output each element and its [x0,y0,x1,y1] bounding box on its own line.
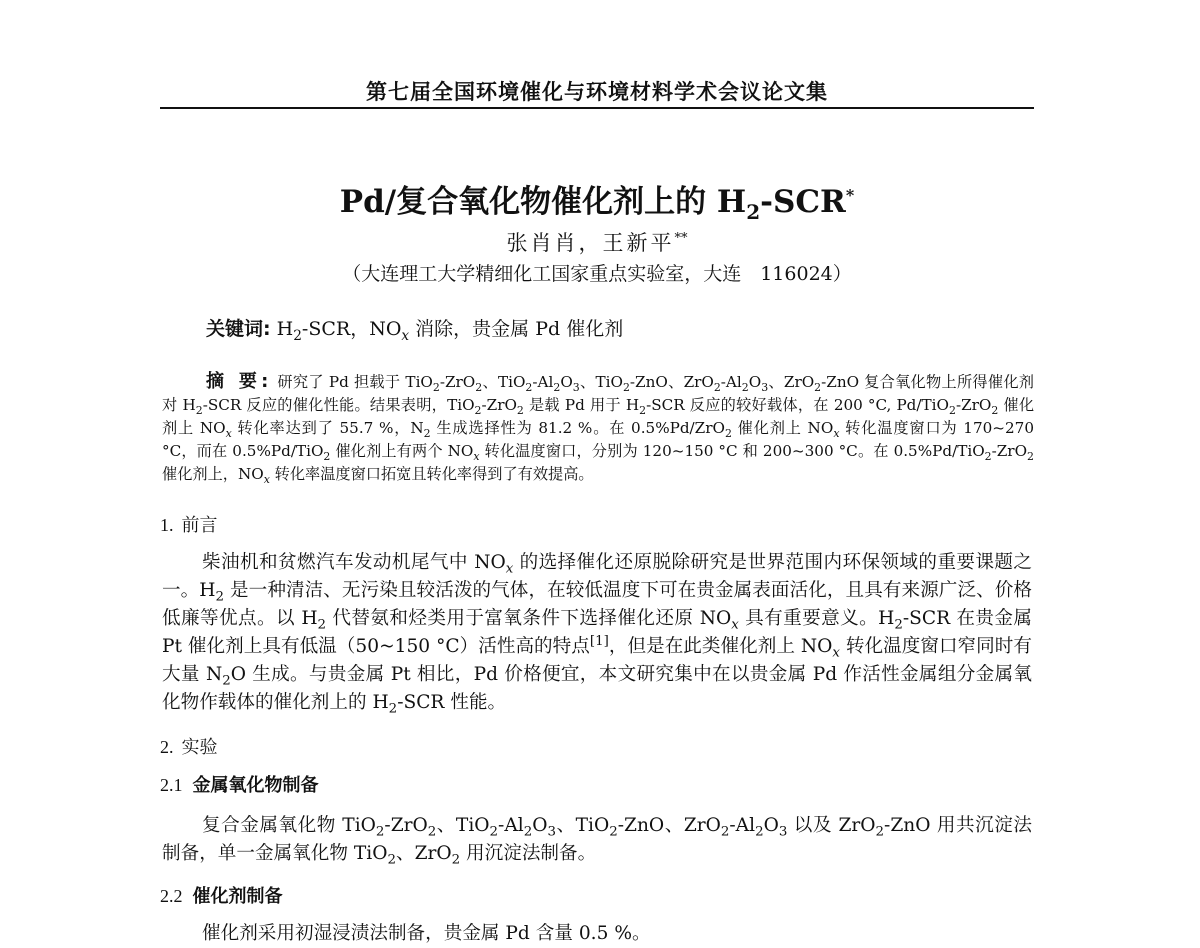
affiliation: （大连理工大学精细化工国家重点实验室，大连 116024） [342,263,852,285]
paper-title: Pd/复合氧化物催化剂上的 $H_2-SCR^*$ [339,184,855,225]
section-heading-experiment: 2. 实验 [160,737,218,758]
running-header-title: 第七届全国环境催化与环境材料学术会议论文集 [366,80,828,104]
oxide-prep-paragraph: 复合金属氧化物 TiO$_2$-ZrO$_2$、$TiO_2-Al_2O_3$、TiO$_2$-ZnO、$ZrO_2-Al_2O_3$ 以及 ZrO$_2$-ZnO 用共沉淀法制备，单一金属氧化物 TiO$_2$、ZrO$_2$ 用沉淀法制备。 [162,815,1032,868]
abstract-label: 摘 要: [206,371,273,392]
catalyst-prep-paragraph: 催化剂采用初湿浸渍法制备，贵金属 Pd 含量 0.5 %。 [202,923,651,944]
keywords: 关键词: $H_2$-SCR，$NO_x$ 消除，贵金属 Pd 催化剂 [206,318,624,344]
citation-ref: [1] [589,633,609,649]
subsection-heading-catalyst-prep: 2.2 催化剂制备 [160,886,283,907]
subsection-heading-oxide-prep: 2.1 金属氧化物制备 [160,775,319,796]
title-footnote-mark: * [845,185,855,205]
intro-paragraph: 柴油机和贫燃汽车发动机尾气中 $NO_x$ 的选择催化还原脱除研究是世界范围内环保领域的重要课题之一。$H_2$ 是一种清洁、无污染且较活泼的气体，在较低温度下可在贵金属表面活化，且具有来源广泛、价格低廉等优点。以 $H_2$ 代替氨和烃类用于富氧条件下选择催化还原 $NO_x$ 具有重要意义。$H_2$-SCR 在贵金属 Pt 催化剂上具有低温（50~150 °C）活性高的特点[1]，但是在此类催化剂上 $NO_x$ 转化温度窗口窄同时有大量 $N_2O$ 生成。与贵金属 Pt 相比，Pd 价格便宜，本文研究集中在以贵金属 Pd 作活性金属组分金属氧化物作载体的催化剂上的 $H_2$-SCR 性能。 [162,552,1032,717]
abstract: 摘 要: 研究了 Pd 担载于 TiO$_2$-ZrO$_2$、$TiO_2-Al_2O_3$、TiO$_2$-ZnO、$ZrO_2-Al_2O_3$、ZrO$_2$-ZnO 复合氧化物上所得催化剂对 $H_2$-SCR 反应的催化性能。结果表明，TiO$_2$-ZrO$_2$ 是载 Pd 用于 $H_2$-SCR 反应的较好载体，在 200 °C, Pd/TiO$_2$-ZrO$_2$ 催化剂上 $NO_x$ 转化率达到了 55.7 %，$N_2$ 生成选择性为 81.2 %。在 0.5%Pd/ZrO$_2$ 催化剂上 $NO_x$ 转化温度窗口为 170~270 °C，而在 0.5%Pd/TiO$_2$ 催化剂上有两个 $NO_x$ 转化温度窗口，分别为 120~150 °C 和 200~300 °C。在 0.5%Pd/TiO$_2$-ZrO$_2$ 催化剂上，$NO_x$ 转化率温度窗口拓宽且转化率得到了有效提高。 [162,371,1035,487]
section-heading-intro: 1. 前言 [160,515,218,536]
authors: 张肖肖，王新平** [506,231,688,255]
keywords-label: 关键词: [206,318,271,340]
author-footnote-mark: ** [674,231,688,246]
header-rule [160,107,1034,109]
